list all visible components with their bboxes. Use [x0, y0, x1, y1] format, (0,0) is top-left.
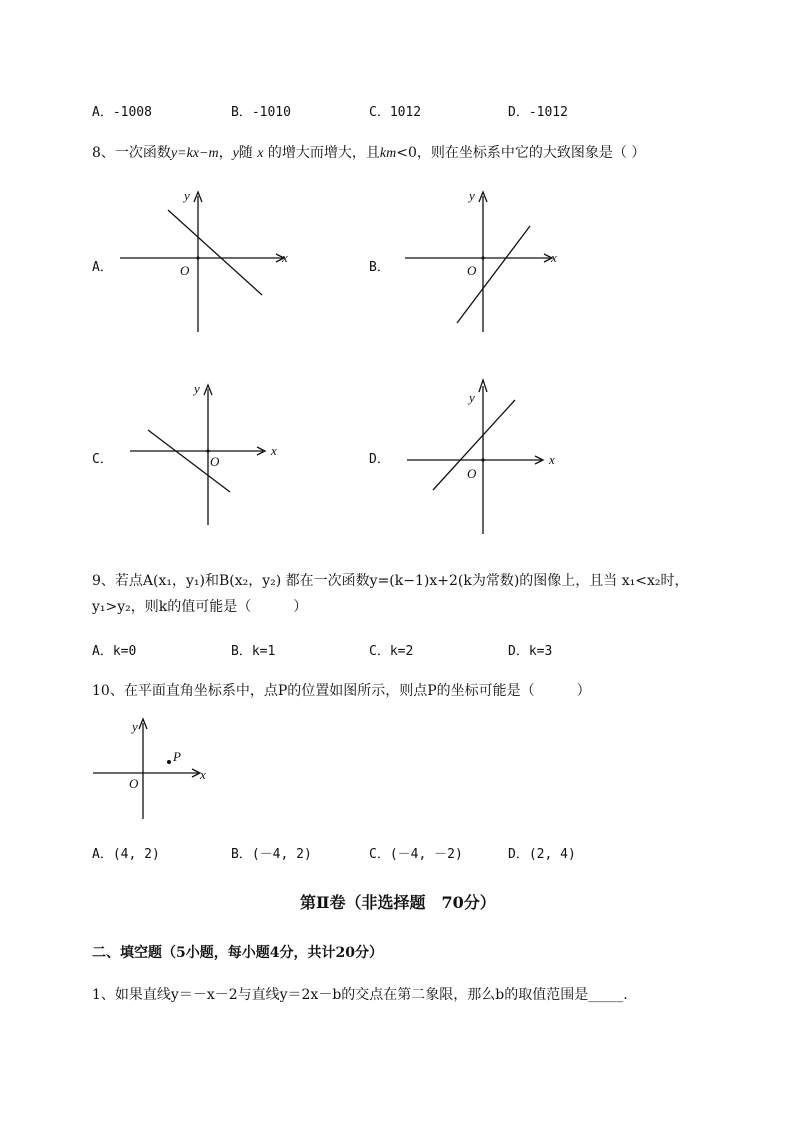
q9-option-c: C．k=2: [369, 644, 414, 659]
q10-y-label: y: [132, 719, 138, 734]
graph-a-y-label: y: [184, 188, 190, 203]
graph-b-y-label: y: [469, 188, 475, 203]
q8-stem: [92, 142, 645, 162]
graph-d-x-label: x: [549, 452, 555, 467]
graph-d-origin-label: O: [467, 466, 477, 481]
q10-stem: 10、在平面直角坐标系中，点P的位置如图所示，则点P的坐标可能是（ ）: [92, 683, 591, 699]
q8-stem-mid2: 随: [238, 145, 253, 161]
q8-label-b: B．: [369, 260, 390, 275]
q9-option-b: B．k=1: [231, 644, 276, 659]
graph-b-x-label: x: [551, 250, 557, 265]
q8-km: km: [379, 146, 397, 161]
graph-c: [115, 375, 295, 535]
graph-d-y-label: y: [469, 390, 475, 405]
graph-c-y-label: y: [194, 381, 200, 396]
q8-y-var: y: [232, 146, 239, 161]
q9-option-d: D．k=3: [508, 644, 553, 659]
q10-option-b: B．(－4, 2): [231, 847, 312, 862]
graph-d: [395, 372, 585, 537]
q8-label-a: A．: [92, 260, 113, 275]
graph-c-x-label: x: [271, 443, 277, 458]
q8-label-c: C．: [92, 452, 113, 467]
q10-option-d: D．(2, 4): [508, 847, 576, 862]
q8-formula: y=kx−m: [170, 146, 219, 161]
q7-option-b: B．-1010: [231, 105, 291, 120]
graph-b: [395, 180, 585, 340]
q10-origin-label: O: [129, 776, 139, 791]
q8-x-var: x: [257, 146, 264, 161]
q8-stem-prefix: 8、一次函数: [92, 145, 171, 161]
q8-label-d: D．: [369, 452, 390, 467]
graph-a-origin-label: O: [180, 263, 190, 278]
q8-stem-mid1: ，: [218, 145, 233, 161]
q8-stem-suffix: <0，则在坐标系中它的大致图象是（ ）: [396, 145, 646, 161]
graph-a: [110, 180, 300, 340]
q7-option-d: D．-1012: [508, 105, 568, 120]
part2-q1: 1、如果直线y＝－x－2与直线y＝2x－b的交点在第二象限，那么b的取值范围是_____.: [92, 987, 628, 1003]
q9-option-a: A．k=0: [92, 644, 137, 659]
q7-option-c: C．1012: [369, 105, 422, 120]
graph-c-origin-label: O: [210, 454, 220, 469]
q10-option-a: A．(4, 2): [92, 847, 160, 862]
part2-section-heading: 二、填空题（5小题，每小题4分，共计20分）: [92, 945, 383, 961]
part2-title: 第Ⅱ卷（非选择题 70分）: [300, 893, 496, 912]
graph-b-origin-label: O: [467, 263, 477, 278]
q7-option-a: A．-1008: [92, 105, 152, 120]
q9-stem-line2: y₁>y₂，则k的值可能是（ ）: [92, 599, 308, 615]
q9-stem-line1: 9、若点A(x₁，y₁)和B(x₂，y₂) 都在一次函数y=(k−1)x+2(k为常数)的图像上，且当 x₁<x₂时，: [92, 573, 689, 589]
q8-stem-mid3: 的增大而增大，且: [267, 145, 380, 161]
graph-a-x-label: x: [282, 250, 288, 265]
q10-option-c: C．(－4, －2): [369, 847, 463, 862]
q10-point-label: P: [173, 749, 181, 764]
q10-x-label: x: [200, 767, 206, 782]
q10-graph: [88, 715, 218, 825]
